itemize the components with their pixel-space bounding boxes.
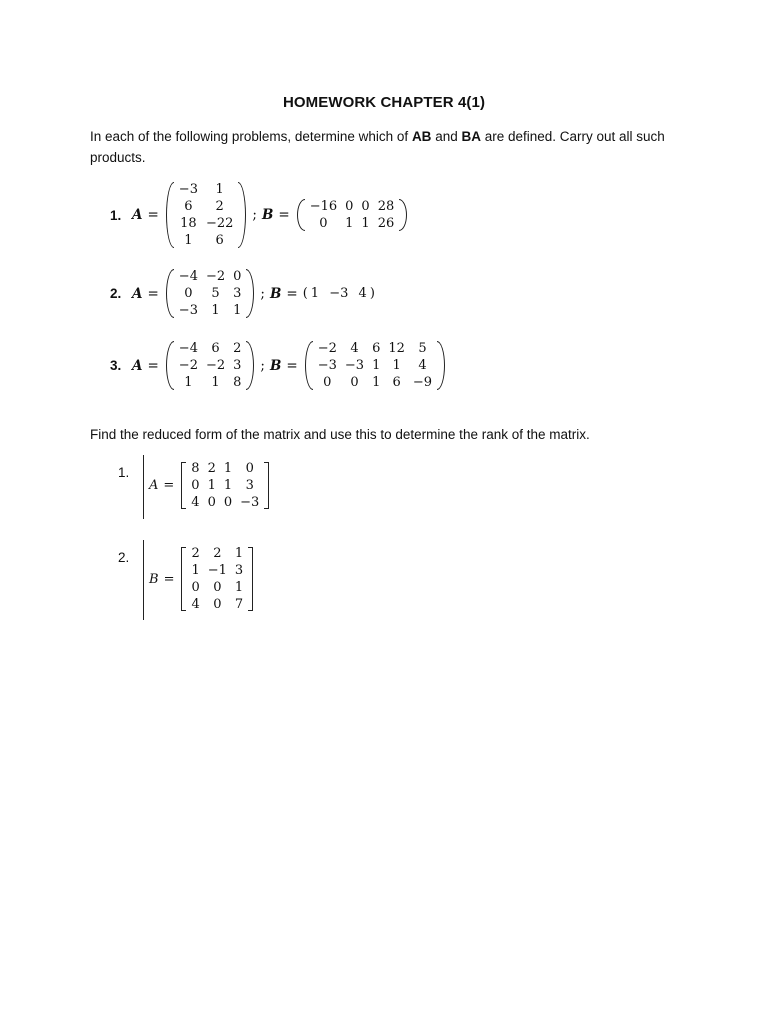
- row-vector-b: ( 1 −3 4 ): [302, 286, 375, 301]
- semicolon: ;: [260, 285, 265, 302]
- matrix-entry: 1: [184, 233, 193, 248]
- equals-sign: =: [286, 357, 298, 374]
- equals-sign: =: [147, 285, 159, 302]
- matrix-entry: 2: [191, 546, 200, 561]
- reduce-item-1: [149, 460, 271, 511]
- matrix-entry: 0: [184, 286, 193, 301]
- matrix-entry: −22: [205, 216, 234, 231]
- matrix-row: [314, 340, 436, 357]
- matrix-entry: −3: [317, 358, 337, 373]
- matrix-entry: 1: [223, 461, 233, 476]
- matrix-entry: 1: [211, 303, 220, 318]
- matrix-label-b: B: [269, 285, 282, 302]
- matrix-entry: 2: [215, 199, 224, 214]
- intro-bold-ba: BA: [461, 129, 481, 144]
- intro-text-2: and: [431, 129, 462, 144]
- matrix-label-a: A: [132, 285, 143, 302]
- matrix-row: [175, 285, 246, 302]
- matrix-entry: 4: [191, 495, 200, 510]
- row-vector-entry: −3: [329, 286, 349, 301]
- matrix-row: [306, 198, 399, 215]
- intro-bold-ab: AB: [411, 129, 432, 144]
- problem-3: [110, 340, 447, 391]
- matrix-entry: −2: [205, 358, 226, 373]
- matrix-entry: 0: [233, 269, 242, 284]
- page-title: HOMEWORK CHAPTER 4(1): [282, 94, 486, 111]
- row-vector-entry: 1: [310, 286, 320, 301]
- matrix-row: [187, 494, 263, 511]
- matrix-row: [306, 215, 399, 232]
- matrix-a-reduce: [181, 460, 269, 511]
- matrix-entry: 1: [372, 375, 381, 390]
- equals-sign: =: [278, 207, 290, 223]
- matrix-table: [175, 181, 238, 249]
- matrix-a: [166, 181, 247, 249]
- matrix-entry: 4: [191, 597, 200, 612]
- matrix-entry: 6: [211, 341, 220, 356]
- matrix-a: [166, 340, 255, 391]
- matrix-entry: −1: [207, 563, 227, 578]
- matrix-entry: 1: [191, 563, 200, 578]
- matrix-entry: 3: [234, 563, 244, 578]
- equals-sign: =: [147, 207, 159, 223]
- matrix-entry: 2: [213, 546, 222, 561]
- matrix-entry: 0: [213, 597, 222, 612]
- matrix-entry: 0: [323, 375, 332, 390]
- semicolon: ;: [252, 207, 257, 223]
- matrix-b-reduce: [181, 545, 253, 613]
- matrix-label-a: A: [132, 207, 143, 223]
- reduce-item-2: [149, 545, 255, 613]
- matrix-entry: 1: [234, 546, 244, 561]
- matrix-entry: −2: [178, 358, 198, 373]
- matrix-entry: 5: [418, 341, 427, 356]
- matrix-entry: 6: [372, 341, 381, 356]
- matrix-label-a: A: [149, 478, 159, 493]
- matrix-entry: 6: [392, 375, 401, 390]
- matrix-table: [306, 198, 399, 232]
- matrix-entry: −3: [178, 303, 198, 318]
- matrix-entry: 6: [215, 233, 224, 248]
- matrix-row: [175, 232, 238, 249]
- matrix-entry: 5: [211, 286, 220, 301]
- matrix-row: [175, 357, 246, 374]
- intro-text-1: In each of the following problems, determine which of: [90, 129, 412, 144]
- matrix-entry: 18: [180, 216, 197, 231]
- matrix-entry: 0: [245, 461, 254, 476]
- matrix-entry: 2: [207, 461, 216, 476]
- problem-2: [110, 268, 375, 319]
- margin-bar: [143, 455, 144, 519]
- matrix-entry: 1: [345, 216, 354, 231]
- matrix-entry: 0: [345, 199, 354, 214]
- problem-number: 1.: [110, 207, 122, 223]
- matrix-entry: 0: [223, 495, 233, 510]
- matrix-row: [187, 477, 263, 494]
- matrix-row: [187, 579, 247, 596]
- problem-number: 3.: [110, 358, 122, 373]
- equals-sign: =: [163, 571, 175, 587]
- matrix-entry: −9: [412, 375, 433, 390]
- matrix-entry: 7: [234, 597, 244, 612]
- matrix-entry: 0: [207, 495, 216, 510]
- matrix-entry: 0: [213, 580, 222, 595]
- equals-sign: =: [163, 478, 175, 493]
- matrix-label-a: A: [132, 357, 143, 374]
- matrix-entry: 3: [245, 478, 254, 493]
- section2-instruction: Find the reduced form of the matrix and use this to determine the rank of the matrix.: [90, 427, 590, 442]
- matrix-entry: 0: [350, 375, 359, 390]
- matrix-table: [175, 340, 246, 391]
- matrix-a: [166, 268, 255, 319]
- intro-text-3: are defined. Carry out all such products.: [90, 129, 665, 165]
- matrix-label-b: B: [149, 571, 159, 587]
- matrix-entry: 1: [223, 478, 233, 493]
- matrix-row: [187, 460, 263, 477]
- matrix-row: [175, 268, 246, 285]
- matrix-entry: 8: [191, 461, 200, 476]
- matrix-entry: −3: [344, 358, 365, 373]
- semicolon: ;: [260, 357, 265, 374]
- matrix-entry: −2: [317, 341, 337, 356]
- matrix-table: [187, 460, 263, 511]
- matrix-row: [175, 340, 246, 357]
- matrix-row: [175, 181, 238, 198]
- matrix-entry: −3: [240, 495, 260, 510]
- problem-number: 2.: [110, 286, 122, 301]
- matrix-entry: 3: [233, 358, 242, 373]
- row-vector-entry: 4: [358, 286, 367, 301]
- matrix-row: [314, 374, 436, 391]
- matrix-entry: 4: [418, 358, 427, 373]
- matrix-entry: 12: [388, 341, 405, 356]
- matrix-entry: 1: [233, 303, 242, 318]
- matrix-entry: −4: [178, 341, 198, 356]
- matrix-entry: 2: [233, 341, 242, 356]
- matrix-entry: 6: [184, 199, 193, 214]
- matrix-row: [175, 302, 246, 319]
- matrix-entry: 3: [233, 286, 242, 301]
- matrix-table: [175, 268, 246, 319]
- matrix-label-b: B: [269, 357, 282, 374]
- matrix-b: [297, 198, 408, 232]
- matrix-row: [175, 215, 238, 232]
- equals-sign: =: [147, 357, 159, 374]
- margin-bar: [143, 540, 144, 620]
- matrix-entry: 1: [372, 358, 381, 373]
- intro-paragraph: [90, 126, 690, 168]
- matrix-row: [187, 562, 247, 579]
- matrix-entry: −2: [205, 269, 226, 284]
- matrix-entry: 8: [233, 375, 242, 390]
- matrix-row: [175, 198, 238, 215]
- matrix-entry: 26: [377, 216, 395, 231]
- matrix-entry: −16: [309, 199, 338, 214]
- matrix-entry: −4: [178, 269, 198, 284]
- matrix-entry: 28: [377, 199, 395, 214]
- matrix-entry: 1: [211, 375, 220, 390]
- matrix-entry: 1: [361, 216, 370, 231]
- reduce-item-number: 2.: [118, 550, 130, 565]
- matrix-row: [175, 374, 246, 391]
- problem-1: [110, 181, 409, 249]
- matrix-b: [305, 340, 445, 391]
- matrix-row: [187, 545, 247, 562]
- matrix-entry: 1: [207, 478, 216, 493]
- matrix-entry: 1: [215, 182, 224, 197]
- matrix-row: [314, 357, 436, 374]
- matrix-table: [187, 545, 247, 613]
- reduce-item-number: 1.: [118, 465, 130, 480]
- matrix-row: [187, 596, 247, 613]
- matrix-entry: 1: [234, 580, 244, 595]
- matrix-entry: 1: [392, 358, 401, 373]
- matrix-entry: −3: [178, 182, 198, 197]
- matrix-entry: 1: [184, 375, 193, 390]
- matrix-entry: 0: [361, 199, 370, 214]
- matrix-label-b: B: [261, 207, 274, 223]
- matrix-entry: 4: [350, 341, 359, 356]
- matrix-entry: 0: [191, 580, 200, 595]
- matrix-table: [314, 340, 436, 391]
- matrix-entry: 0: [319, 216, 328, 231]
- matrix-entry: 0: [191, 478, 200, 493]
- equals-sign: =: [286, 285, 298, 302]
